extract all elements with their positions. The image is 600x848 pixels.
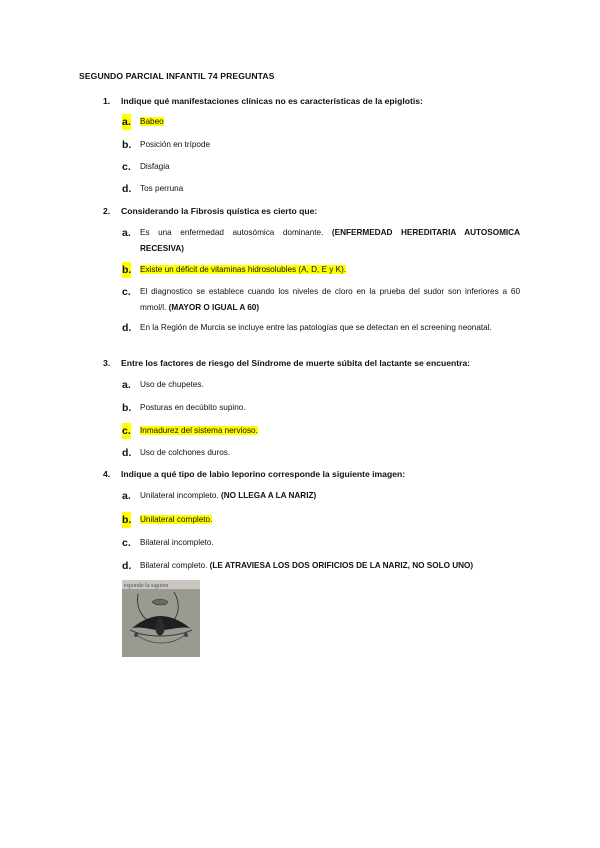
option-letter: b. [122, 264, 132, 276]
question-number: 4. [103, 469, 111, 479]
option-text: Unilateral incompleto. [140, 491, 219, 500]
option-note: (ENFERMEDAD HEREDITARIA AUTOSOMICA RECESIVA) [140, 228, 520, 253]
option-letter: d. [122, 560, 132, 572]
option-text: Unilateral completo. [140, 515, 213, 524]
option-text: Existe un déficit de vitaminas hidrosolubles (A, D, E y K). [140, 265, 347, 274]
option-text: Tos perruna [140, 184, 184, 193]
option-text: En la Región de Murcia se incluye entre las patologías que se detectan en el screening neonatal. [140, 323, 492, 332]
question-text: Indique qué manifestaciones clínicas no es características de la epiglotis: [121, 96, 423, 106]
cleft-lip-figure [122, 580, 200, 657]
question-number: 1. [103, 96, 111, 106]
option-text: Uso de chupetes. [140, 380, 204, 389]
option-letter: a. [122, 490, 131, 502]
question-number: 2. [103, 206, 111, 216]
option-letter: b. [122, 514, 132, 526]
option-letter: c. [122, 161, 131, 173]
option-text: Uso de colchones duros. [140, 448, 231, 457]
option-letter: d. [122, 183, 132, 195]
option-text: Inmadurez del sistema nervioso. [140, 426, 258, 435]
option-text: Bilateral incompleto. [140, 538, 214, 547]
question-text: Entre los factores de riesgo del Síndrome de muerte súbita del lactante se encuentra: [121, 358, 471, 368]
option-note: (NO LLEGA A LA NARIZ) [221, 491, 317, 500]
option-letter: b. [122, 139, 132, 151]
option-letter: a. [122, 116, 131, 128]
option-text: Posturas en decúbito supino. [140, 403, 246, 412]
question-number: 3. [103, 358, 111, 368]
option-text: El diagnostico se establece cuando los niveles de cloro en la prueba del sudor son inferiores a 60 mmol/l. [140, 287, 520, 312]
option-letter: c. [122, 537, 131, 549]
option-letter: c. [122, 286, 131, 298]
option-text: Babeo [140, 117, 164, 126]
option-text: Bilateral completo. [140, 561, 208, 570]
option-note: (LE ATRAVIESA LOS DOS ORIFICIOS DE LA NARIZ, NO SOLO UNO) [209, 561, 474, 570]
option-text: Es una enfermedad autosómica dominante. [140, 228, 324, 237]
option-note: (MAYOR O IGUAL A 60) [168, 303, 260, 312]
option-letter: d. [122, 322, 132, 334]
option-letter: c. [122, 425, 131, 437]
option-letter: b. [122, 402, 132, 414]
question-text: Indique a qué tipo de labio leporino corresponde la siguiente imagen: [121, 469, 406, 479]
option-letter: d. [122, 447, 132, 459]
option-text: Disfagia [140, 162, 170, 171]
document-title: SEGUNDO PARCIAL INFANTIL 74 PREGUNTAS [79, 71, 275, 81]
figure-caption-fragment: esponde la siguien [124, 583, 169, 589]
question-text: Considerando la Fibrosis quística es cierto que: [121, 206, 318, 216]
option-letter: a. [122, 227, 131, 239]
option-letter: a. [122, 379, 131, 391]
option-text: Posición en trípode [140, 140, 211, 149]
